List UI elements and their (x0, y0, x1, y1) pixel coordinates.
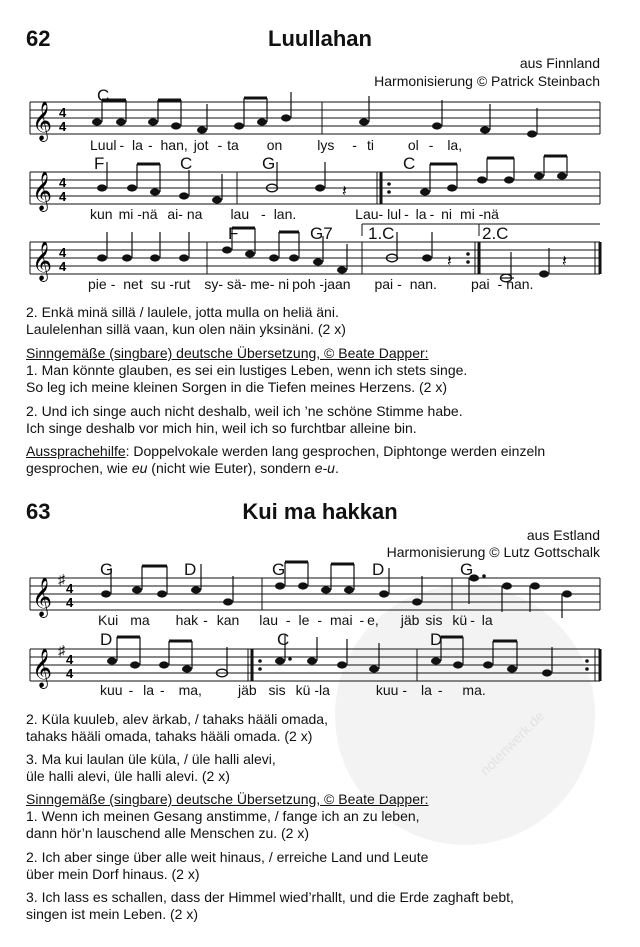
chord-label: G (100, 560, 114, 579)
song-number: 62 (26, 26, 51, 51)
translation-verse-2: 2. Ich aber singe über alle weit hinaus, / erreiche Land und Leute über mein Dorf hinaus. (2 x) (26, 849, 429, 882)
song-title: Luullahan (268, 26, 372, 51)
song-origin: aus Estland (526, 527, 600, 543)
chord-label: D (184, 560, 197, 579)
svg-text:4: 4 (66, 595, 74, 610)
chord-label: C (180, 154, 193, 173)
chord-label: C (277, 630, 290, 649)
chord-label: G (460, 560, 474, 579)
svg-text:♯: ♯ (58, 642, 65, 658)
svg-text:4: 4 (59, 105, 67, 120)
translation-heading: Sinngemäße (singbare) deutsche Übersetzung, © Beate Dapper: (26, 345, 429, 361)
chord-label: 2.C (482, 224, 509, 243)
lyrics-line: pie - net su -rut sy- sä- me- ni poh -jaan pai - nan. pai - nan. (88, 276, 534, 292)
treble-clef-icon: 𝄞 (32, 171, 53, 211)
chord-label: F (228, 224, 239, 243)
chord-label: G7 (310, 224, 333, 243)
svg-text:4: 4 (59, 189, 67, 204)
treble-clef-icon: 𝄞 (32, 648, 53, 688)
lyrics-line: kun mi -nä ai- na lau - lan. Lau- lul - la - ni mi -nä (90, 206, 499, 222)
pronunciation-help: Aussprachehilfe: Doppelvokale werden lang gesprochen, Diphtonge werden einzeln gesprochen, wie eu (nicht wie Euter), sondern e-u. (26, 443, 546, 476)
translation-block: Sinngemäße (singbare) deutsche Übersetzung, © Beate Dapper: 1. Wenn ich meinen Gesang anstimme, / fange ich an zu leben, dann hör’n lauschend alle Menschen zu. (2 x) (26, 791, 616, 842)
lyrics-line: kuu - la - ma, jäb sis kü -la kuu - la - ma. (100, 682, 486, 698)
svg-text:4: 4 (66, 652, 74, 667)
lyrics-line: Kui ma hak - kan lau - le - mai - e, jäb sis kü - la (98, 612, 493, 628)
svg-text:𝄽: 𝄽 (447, 251, 452, 270)
chord-label: G (272, 560, 286, 579)
chord-label: D (430, 630, 443, 649)
harmonization-credit: Harmonisierung © Lutz Gottschalk (386, 544, 600, 560)
chord-label: C (97, 86, 110, 105)
svg-text:4: 4 (66, 581, 74, 596)
svg-text:4: 4 (59, 245, 67, 260)
treble-clef-icon: 𝄞 (32, 577, 53, 617)
svg-text:𝄽: 𝄽 (562, 251, 567, 270)
lyrics-line: Luul - la - han, jot - ta on lys - ti ol - la, (90, 137, 463, 153)
translation-heading: Sinngemäße (singbare) deutsche Übersetzung, © Beate Dapper: (26, 791, 429, 807)
translation-verse-3: 3. Ich lass es schallen, dass der Himmel wied’rhallt, und die Erde zaghaft bebt, singen ist mein Leben. (2 x) (26, 889, 514, 922)
chord-label: G (262, 154, 276, 173)
treble-clef-icon: 𝄞 (32, 101, 53, 141)
treble-clef-icon: 𝄞 (32, 241, 53, 281)
song-number: 63 (26, 499, 51, 524)
song-origin: aus Finnland (519, 55, 600, 71)
svg-text:𝄽: 𝄽 (342, 181, 347, 200)
svg-text:4: 4 (59, 119, 67, 134)
svg-text:♯: ♯ (58, 571, 65, 587)
verse-2: 2. Küla kuuleb, alev ärkab, / tahaks hääli omada, tahaks hääli omada, tahaks hääli omada. (2 x) (26, 711, 328, 744)
svg-text:4: 4 (66, 666, 74, 681)
watermark-text: notenwerk.de (476, 707, 548, 779)
chord-label: 1.C (368, 224, 395, 243)
song-title: Kui ma hakkan (242, 499, 398, 524)
harmonization-credit: Harmonisierung © Patrick Steinbach (374, 73, 600, 89)
svg-text:4: 4 (59, 259, 67, 274)
svg-text:4: 4 (59, 175, 67, 190)
chord-label: F (94, 154, 105, 173)
chord-label: D (100, 630, 113, 649)
verse-2: 2. Enkä minä sillä / laulele, jotta mulla on heliä äni. Laulelenhan sillä vaan, kun olen näin yksinäni. (2 x) (26, 304, 346, 337)
translation-block: Sinngemäße (singbare) deutsche Übersetzung, © Beate Dapper: 1. Man könnte glauben, es sei ein lustiges Leben, wenn ich stets singe. So leg ich meine kleinen Sorgen in die Tiefen meines Herzens. (2 x) (26, 345, 616, 396)
verse-3: 3. Ma kui laulan üle küla, / üle halli alevi, üle halli alevi, üle halli alevi. (2 x) (26, 751, 276, 784)
chord-label: D (372, 560, 385, 579)
translation-verse-2: 2. Und ich singe auch nicht deshalb, weil ich ’ne schöne Stimme habe. Ich singe deshalb vor mich hin, weil ich so furchtbar alleine bin. (26, 403, 463, 436)
chord-label: C (403, 154, 416, 173)
